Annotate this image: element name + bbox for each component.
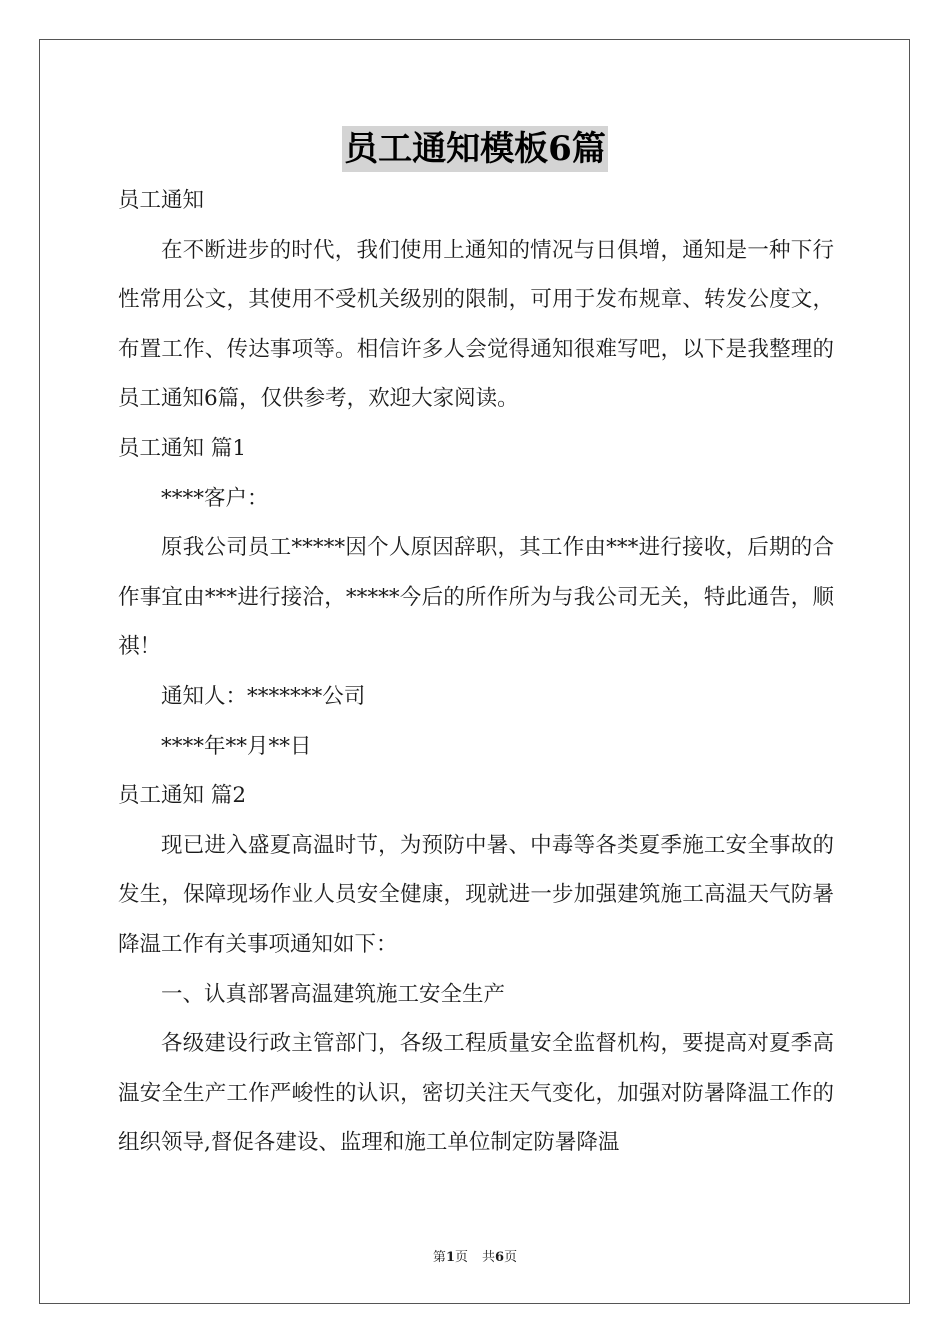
- section-heading: 员工通知 篇1: [118, 435, 247, 461]
- body-paragraph: ****年**月**日: [161, 733, 312, 759]
- footer-page-current: 1: [445, 1250, 455, 1265]
- footer-total-prefix: 共: [482, 1250, 496, 1265]
- body-paragraph: 一、认真部署高温建筑施工安全生产: [161, 981, 506, 1007]
- page-footer: [0, 1246, 950, 1265]
- footer-page-total: 6: [495, 1250, 505, 1265]
- section-heading: 员工通知 篇2: [118, 783, 247, 809]
- body-paragraph: 原我公司员工*****因个人原因辞职，其工作由***进行接收，后期的合作事宜由***进行接洽，*****今后的所作所为与我公司无关，特此通告，顺祺！: [118, 535, 834, 660]
- footer-total-suffix: 页: [504, 1250, 518, 1265]
- body-paragraph: ****客户：: [161, 485, 269, 511]
- body-paragraph: 通知人：*******公司: [161, 683, 366, 709]
- document-body: [118, 176, 834, 1168]
- footer-page-prefix: 第: [432, 1250, 446, 1265]
- title-container: [0, 126, 950, 172]
- body-paragraph: 各级建设行政主管部门，各级工程质量安全监督机构，要提高对夏季高温安全生产工作严峻性的认识，密切关注天气变化，加强对防暑降温工作的组织领导,督促各建设、监理和施工单位制定防暑降温: [118, 1031, 834, 1156]
- document-title: 员工通知模板6篇: [342, 126, 608, 172]
- section-heading: 员工通知: [118, 188, 205, 213]
- footer-page-suffix: 页: [454, 1250, 468, 1265]
- body-paragraph: 在不断进步的时代，我们使用上通知的情况与日俱增，通知是一种下行性常用公文，其使用不受机关级别的限制，可用于发布规章、转发公度文，布置工作、传达事项等。相信许多人会觉得通知很难写吧，以下是我整理的员工通知6篇，仅供参考，欢迎大家阅读。: [118, 237, 834, 412]
- body-paragraph: 现已进入盛夏高温时节，为预防中暑、中毒等各类夏季施工安全事故的发生，保障现场作业人员安全健康，现就进一步加强建筑施工高温天气防暑降温工作有关事项通知如下：: [118, 832, 834, 957]
